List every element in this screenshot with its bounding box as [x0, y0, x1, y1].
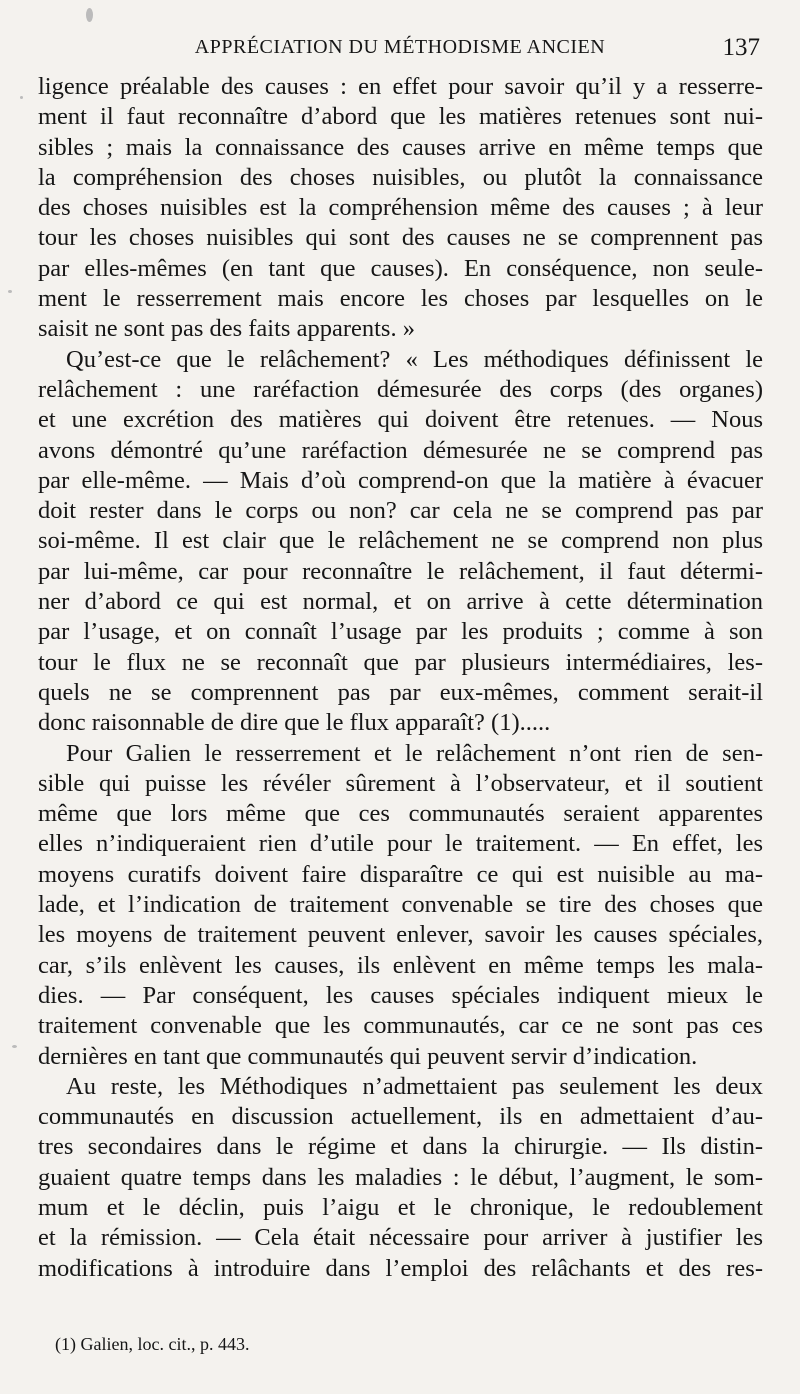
text-line: tour le flux ne se reconnaît que par plusieurs intermédiaires, les-	[38, 648, 763, 676]
text-line: elles n’indiqueraient rien d’utile pour le traitement. — En effet, les	[38, 830, 763, 858]
text-line: sibles ; mais la connaissance des causes arrive en même temps que	[38, 133, 763, 161]
text-line: soi-même. Il est clair que le relâchement ne se comprend non plus	[38, 527, 763, 555]
print-speck	[20, 96, 23, 99]
text-line: donc raisonnable de dire que le flux apparaît? (1).....	[38, 709, 551, 737]
text-line: Pour Galien le resserrement et le relâchement n’ont rien de sen-	[66, 739, 763, 767]
text-line: lade, et l’indication de traitement convenable se tire des choses que	[38, 891, 763, 919]
text-line: et la rémission. — Cela était nécessaire pour arriver à justifier les	[38, 1224, 763, 1252]
text-line: Qu’est-ce que le relâchement? « Les méthodiques définissent le	[66, 345, 763, 373]
running-head	[40, 34, 760, 64]
text-line: doit rester dans le corps ou non? car cela ne se comprend pas par	[38, 497, 763, 525]
page-number: 137	[722, 34, 760, 61]
text-line: car, s’ils enlèvent les causes, ils enlèvent en même temps les mala-	[38, 951, 763, 979]
text-line: et une excrétion des matières qui doivent être retenues. — Nous	[38, 406, 763, 434]
text-line: ment le resserrement mais encore les choses par lesquelles on le	[38, 285, 763, 313]
text-line: modifications à introduire dans l’emploi des relâchants et des res-	[38, 1254, 763, 1282]
text-line: tour les choses nuisibles qui sont des causes ne se comprennent pas	[38, 224, 763, 252]
text-line: avons démontré qu’une raréfaction démesurée ne se comprend pas	[38, 436, 763, 464]
text-line: par l’usage, et on connaît l’usage par les produits ; comme à son	[38, 618, 763, 646]
body-text	[38, 72, 763, 1284]
text-line: quels ne se comprennent pas par eux-mêmes, comment serait-il	[38, 678, 763, 706]
print-speck	[86, 8, 93, 22]
text-line: par lui-même, car pour reconnaître le relâchement, il faut détermi-	[38, 557, 763, 585]
text-line: relâchement : une raréfaction démesurée des corps (des organes)	[38, 375, 763, 403]
text-line: des choses nuisibles est la compréhension même des causes ; à leur	[38, 194, 763, 222]
text-line: Au reste, les Méthodiques n’admettaient pas seulement les deux	[66, 1072, 763, 1100]
text-line: saisit ne sont pas des faits apparents. »	[38, 315, 415, 343]
footnote: (1) Galien, loc. cit., p. 443.	[55, 1334, 250, 1354]
text-line: même que lors même que ces communautés seraient apparentes	[38, 800, 763, 828]
text-line: traitement convenable que les communautés, car ce ne sont pas ces	[38, 1012, 763, 1040]
text-line: sible qui puisse les révéler sûrement à l’observateur, et il soutient	[38, 769, 763, 797]
text-line: mum et le déclin, puis l’aigu et le chronique, le redoublement	[38, 1193, 763, 1221]
running-title: APPRÉCIATION DU MÉTHODISME ANCIEN	[194, 36, 606, 58]
text-line: guaient quatre temps dans les maladies : le début, l’augment, le som-	[38, 1163, 763, 1191]
text-line: par elles-mêmes (en tant que causes). En conséquence, non seule-	[38, 254, 763, 282]
text-line: dies. — Par conséquent, les causes spéciales indiquent mieux le	[38, 981, 763, 1009]
text-line: ner d’abord ce qui est normal, et on arrive à cette détermination	[38, 588, 763, 616]
text-line: communautés en discussion actuellement, ils en admettaient d’au-	[38, 1103, 763, 1131]
text-line: dernières en tant que communautés qui peuvent servir d’indication.	[38, 1042, 698, 1070]
text-line: par elle-même. — Mais d’où comprend-on que la matière à évacuer	[38, 466, 763, 494]
print-speck	[12, 1045, 17, 1048]
text-line: ligence préalable des causes : en effet pour savoir qu’il y a resserre-	[38, 73, 763, 100]
text-line: la compréhension des choses nuisibles, ou plutôt la connaissance	[38, 163, 763, 191]
text-line: tres secondaires dans le régime et dans la chirurgie. — Ils distin-	[38, 1133, 763, 1161]
text-line: les moyens de traitement peuvent enlever, savoir les causes spéciales,	[38, 921, 763, 949]
print-speck	[8, 290, 12, 293]
text-line: moyens curatifs doivent faire disparaître ce qui est nuisible au ma-	[38, 860, 763, 888]
text-line: ment il faut reconnaître d’abord que les matières retenues sont nui-	[38, 103, 763, 131]
